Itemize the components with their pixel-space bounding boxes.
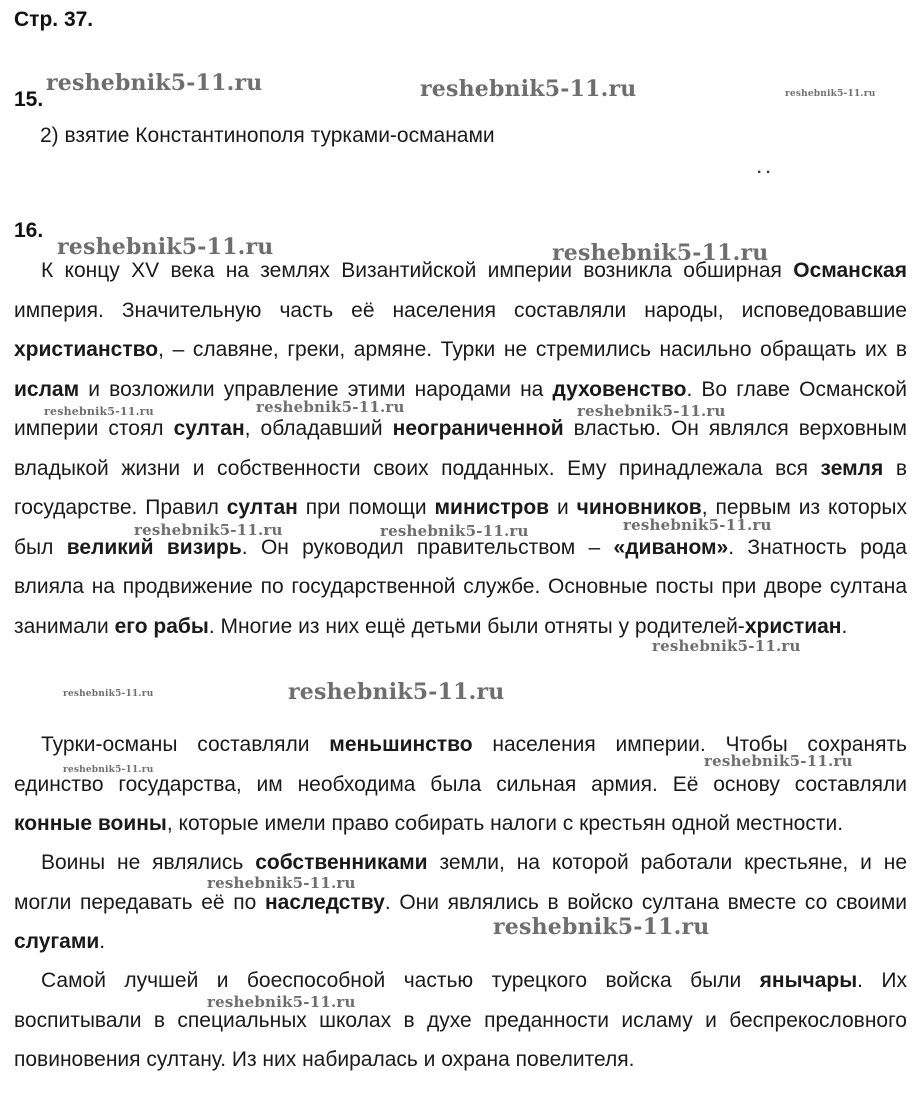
bold-term: меньшинство xyxy=(329,733,473,756)
text-run: Турки-османы составляли xyxy=(41,733,330,756)
bold-term: министров xyxy=(434,496,550,519)
bold-term: ислам xyxy=(14,377,80,401)
bold-term: неограниченной xyxy=(392,417,564,440)
paragraph-2 xyxy=(14,725,907,844)
text-run: . Многие из них ещё детьми были отняты у родителей- xyxy=(208,614,745,638)
watermark: reshebnik5-11.ru xyxy=(623,516,772,534)
watermark: reshebnik5-11.ru xyxy=(652,637,801,655)
watermark: reshebnik5-11.ru xyxy=(63,765,154,775)
text-run: Воины не являлись xyxy=(41,851,256,874)
watermark: reshebnik5-11.ru xyxy=(380,522,529,540)
paragraph-4 xyxy=(14,961,907,1080)
watermark: reshebnik5-11.ru xyxy=(134,521,283,539)
text-run: . Во главе Османской империи стоял xyxy=(14,377,907,440)
watermark: reshebnik5-11.ru xyxy=(207,993,356,1011)
text-run: , обладавший xyxy=(244,417,393,440)
watermark: reshebnik5-11.ru xyxy=(493,914,710,940)
bold-term: султан xyxy=(173,417,245,440)
text-run: властью. Он являлся верховным владыкой жизни и собственности своих подданных. Ему принадлежала вся xyxy=(14,417,907,480)
text-run: . Они являлись в войско султана вместе со своими xyxy=(384,890,908,914)
text-run: империя. Значительную часть её населения составляли народы, исповедовавшие xyxy=(14,298,907,322)
text-run: , – славяне, греки, армяне. Турки не стремились насильно обращать их в xyxy=(158,338,907,361)
text-run: в государстве. Правил xyxy=(14,456,907,519)
watermark: reshebnik5-11.ru xyxy=(704,752,853,770)
text-run: К концу XV века на землях Византийской империи возникла обширная xyxy=(41,259,794,282)
bold-term: чиновников xyxy=(576,496,702,519)
text-run: Самой лучшей и боеспособной частью турецкого войска были xyxy=(41,969,760,992)
bold-term: великий визирь xyxy=(66,535,242,559)
bold-term: земля xyxy=(820,456,884,480)
watermark: reshebnik5-11.ru xyxy=(57,234,274,260)
task-16-number: 16. xyxy=(14,219,44,242)
watermark: reshebnik5-11.ru xyxy=(44,405,154,418)
text-run: земли, на которой работали крестьяне, и не могли передавать её по xyxy=(14,851,908,914)
watermark: reshebnik5-11.ru xyxy=(46,70,263,96)
text-run: . Он руководил правительством – xyxy=(241,535,614,559)
task-15-answer: 2) взятие Константинополя турками-османами xyxy=(40,124,495,147)
bold-term: духовенство xyxy=(552,377,687,401)
watermark: reshebnik5-11.ru xyxy=(288,679,505,705)
bold-term: христиан xyxy=(744,614,842,638)
bold-term: слугами xyxy=(14,930,100,953)
paragraph-1 xyxy=(14,251,907,646)
text-run: . Знатность рода влияла на продвижение по государственной службе. Основные посты при дворе султана занимали xyxy=(14,535,907,638)
watermark: reshebnik5-11.ru xyxy=(63,689,154,699)
bold-term: «диваном» xyxy=(613,535,729,559)
watermark: reshebnik5-11.ru xyxy=(577,402,726,420)
watermark: reshebnik5-11.ru xyxy=(207,874,356,892)
page-label: Стр. 37. xyxy=(14,8,94,31)
watermark: reshebnik5-11.ru xyxy=(552,240,769,266)
paragraph-3 xyxy=(14,843,907,962)
decorative-dots: . . xyxy=(757,160,771,177)
text-run: и возложили управление этими народами на xyxy=(79,377,553,401)
bold-term: султан xyxy=(226,496,298,519)
text-run: и xyxy=(549,496,577,519)
text-run: . Их воспитывали в специальных школах в духе преданности исламу и беспрекословного повиновения султану. Из них набиралась и охрана повелителя. xyxy=(14,969,907,1071)
bold-term: Османская xyxy=(793,259,907,282)
text-run: при помощи xyxy=(297,496,435,519)
task-15-number: 15. xyxy=(14,88,44,111)
watermark: reshebnik5-11.ru xyxy=(785,89,876,99)
bold-term: христианство xyxy=(14,338,159,361)
bold-term: янычары xyxy=(759,969,858,992)
watermark: reshebnik5-11.ru xyxy=(420,76,637,102)
text-run: . xyxy=(99,930,106,953)
text-run: , которые имели право собирать налоги с крестьян одной местности. xyxy=(166,812,844,835)
watermark: reshebnik5-11.ru xyxy=(256,398,405,416)
text-run: населения империи. Чтобы сохранять единство государства, им необходима была сильная армия. Её основу составляли xyxy=(14,733,907,796)
bold-term: наследству xyxy=(264,890,385,914)
text-run: . xyxy=(841,614,848,638)
text-run: , первым из которых был xyxy=(14,496,908,559)
bold-term: конные воины xyxy=(14,812,167,835)
bold-term: его рабы xyxy=(114,614,209,638)
bold-term: собственниками xyxy=(255,851,428,874)
